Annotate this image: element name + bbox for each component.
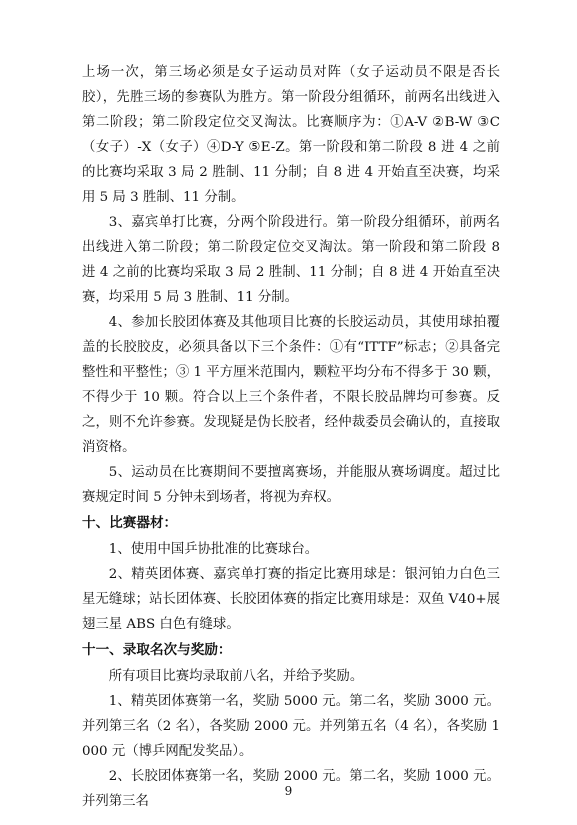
paragraph-format-rules: 上场一次，第三场必须是女子运动员对阵（女子运动员不限是否长胶），先胜三场的参赛队为胜方。第一阶段分组循环，前两名出线进入第二阶段；第二阶段定位交叉淘汰。比赛顺序为：①A-V ②B-W ③C（女子）-X（女子）④D-Y ⑤E-Z。第一阶段和第二阶段 8 进 4 之前的比赛均采取 3 局 2 胜制、11 分制；自 8 进 4 开始直至决赛，均采用 5 局 3 胜制、11 分制。	[82, 65, 500, 205]
paragraph-table-equipment: 1、使用中国乒协批准的比赛球台。	[108, 542, 319, 557]
paragraph-attendance-rules: 5、运动员在比赛期间不要擅离赛场，并能服从赛场调度。超过比赛规定时间 5 分钟未到场者，将视为弃权。	[82, 465, 500, 505]
paragraph-long-pimple-rules: 4、参加长胶团体赛及其他项目比赛的长胶运动员，其使用球拍覆盖的长胶胶皮，必须具备以下三个条件：①有“ITTF”标志；②具备完整性和平整性；③ 1 平方厘米范围内，颗粒平均分布不得多于 30 颗，不得少于 10 颗。符合以上三个条件者，不限长胶品牌均可参赛。反之，则不允许参赛。发现疑是伪长胶者，经仲裁委员会确认的，直接取消资格。	[82, 315, 500, 455]
paragraph-long-pimple-team-awards: 2、长胶团体赛第一名，奖励 2000 元。第二名，奖励 1000 元。并列第三名	[82, 769, 500, 809]
paragraph-awards-intro: 所有项目比赛均录取前八名，并给予奖励。	[108, 669, 364, 684]
paragraph-guest-singles: 3、嘉宾单打比赛，分两个阶段进行。第一阶段分组循环，前两名出线进入第二阶段；第二阶段定位交叉淘汰。第一阶段和第二阶段 8 进 4 之前的比赛均采取 3 局 2 胜制、11 分制；自 8 进 4 开始直至决赛，均采用 5 局 3 胜制、11 分制。	[82, 215, 500, 305]
paragraph-elite-team-awards: 1、精英团体赛第一名，奖励 5000 元。第二名，奖励 3000 元。并列第三名（2 名），各奖励 2000 元。并列第五名（4 名），各奖励 1000 元（博乒网配发奖品）。	[82, 694, 500, 759]
section-heading-equipment: 十、比赛器材：	[82, 515, 178, 531]
page-number: 9	[284, 784, 293, 798]
document-body	[82, 60, 500, 814]
paragraph-ball-equipment: 2、精英团体赛、嘉宾单打赛的指定比赛用球是：银河铂力白色三星无缝球；站长团体赛、长胶团体赛的指定比赛用球是：双鱼 V40+展翅三星 ABS 白色有缝球。	[82, 567, 500, 632]
section-heading-awards: 十一、录取名次与奖励：	[82, 642, 232, 658]
